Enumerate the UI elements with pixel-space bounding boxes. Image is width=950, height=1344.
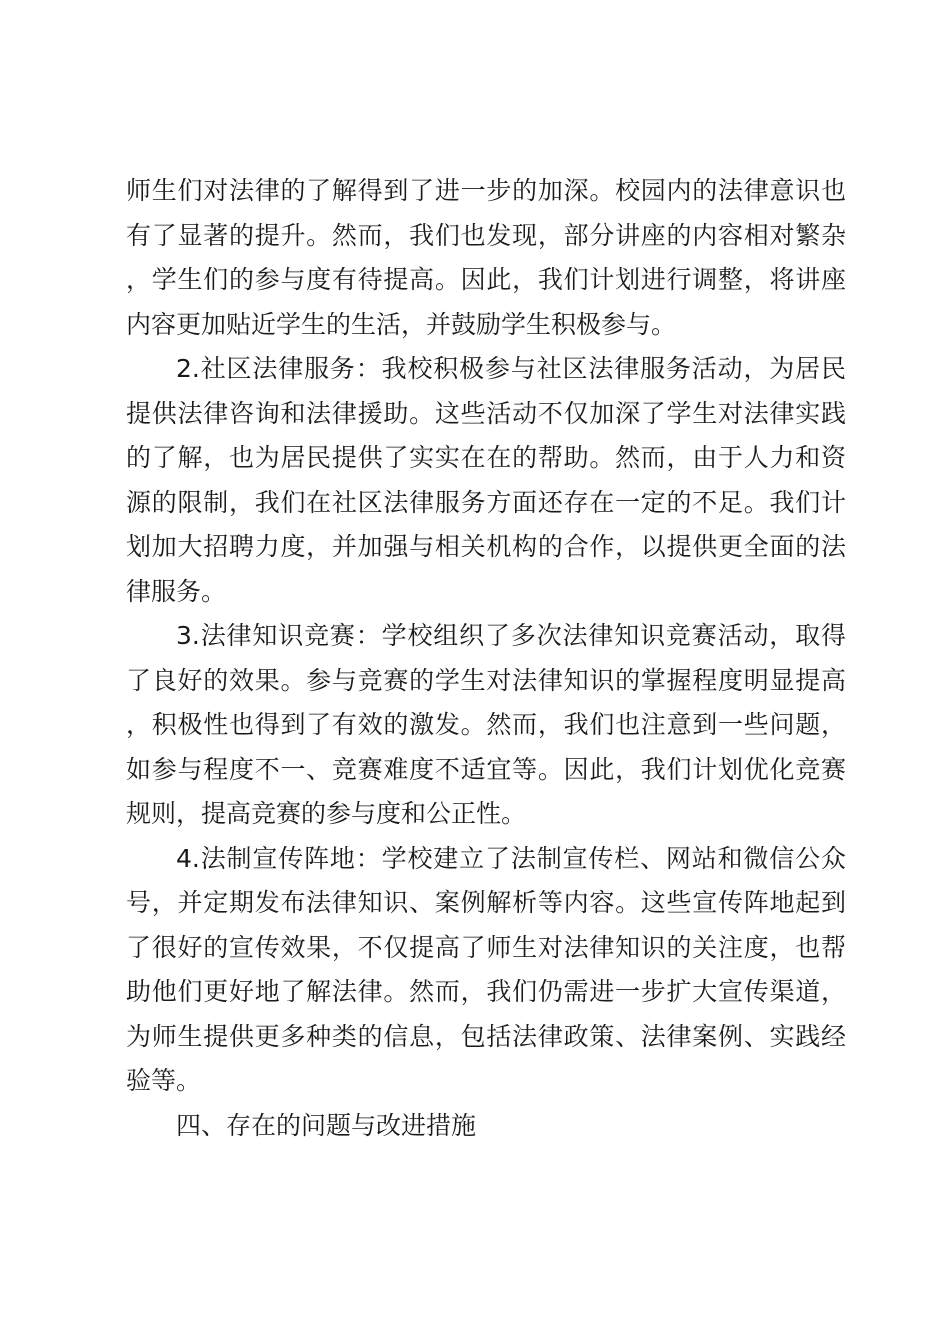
body-paragraph-4: 4.法制宣传阵地：学校建立了法制宣传栏、网站和微信公众号，并定期发布法律知识、案例解析等内容。这些宣传阵地起到了很好的宣传效果，不仅提高了师生对法律知识的关注度，也帮助他们更好地了解法律。然而，我们仍需进一步扩大宣传渠道，为师生提供更多种类的信息，包括法律政策、法律案例、实践经验等。 [126, 843, 846, 1095]
body-paragraph-2: 2.社区法律服务：我校积极参与社区法律服务活动，为居民提供法律咨询和法律援助。这些活动不仅加深了学生对法律实践的了解，也为居民提供了实实在在的帮助。然而，由于人力和资源的限制，我们在社区法律服务方面还存在一定的不足。我们计划加大招聘力度，并加强与相关机构的合作，以提供更全面的法律服务。 [126, 354, 846, 606]
section-heading: 四、存在的问题与改进措施 [176, 1110, 477, 1140]
body-paragraph-1: 师生们对法律的了解得到了进一步的加深。校园内的法律意识也有了显著的提升。然而，我们也发现，部分讲座的内容相对繁杂，学生们的参与度有待提高。因此，我们计划进行调整，将讲座内容更加贴近学生的生活，并鼓励学生积极参与。 [126, 176, 846, 339]
document-body [126, 169, 846, 1148]
body-paragraph-3: 3.法律知识竞赛：学校组织了多次法律知识竞赛活动，取得了良好的效果。参与竞赛的学生对法律知识的掌握程度明显提高，积极性也得到了有效的激发。然而，我们也注意到一些问题，如参与程度不一、竞赛难度不适宜等。因此，我们计划优化竞赛规则，提高竞赛的参与度和公正性。 [126, 621, 846, 828]
